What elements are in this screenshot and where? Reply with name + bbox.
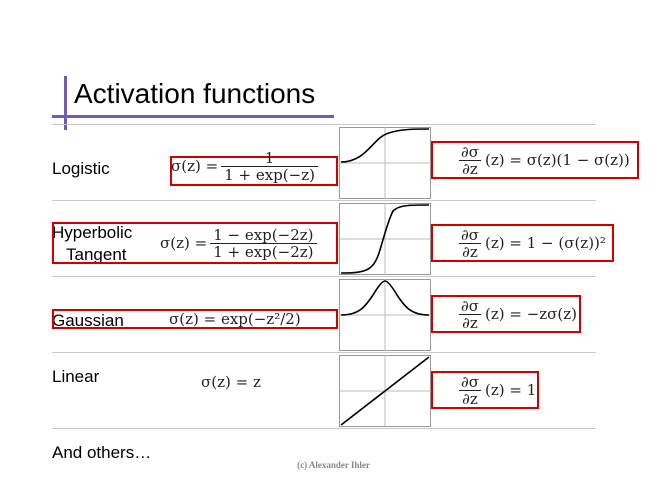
linear-derivative bbox=[455, 372, 536, 408]
fraction-numerator: 1 bbox=[264, 148, 275, 167]
formula-lhs: σ(z) = bbox=[171, 157, 219, 175]
derivative-fraction bbox=[458, 227, 482, 260]
copyright-footer: (c) Alexander Ihler bbox=[297, 460, 370, 470]
tanh-plot bbox=[339, 203, 431, 275]
derivative-numerator: ∂σ bbox=[461, 296, 479, 315]
logistic-derivative bbox=[455, 142, 630, 178]
linear-formula: σ(z) = z bbox=[201, 373, 261, 391]
derivative-denominator: ∂z bbox=[459, 390, 481, 407]
row-label-line2: Tangent bbox=[66, 245, 127, 264]
derivative-rhs: (z) = −zσ(z) bbox=[485, 305, 578, 323]
and-others-label: And others… bbox=[52, 443, 152, 462]
slide-title: Activation functions bbox=[74, 78, 316, 109]
derivative-rhs: (z) = σ(z)(1 − σ(z)) bbox=[485, 151, 630, 169]
derivative-denominator: ∂z bbox=[459, 314, 481, 331]
derivative-numerator: ∂σ bbox=[461, 372, 479, 391]
row-label-logistic: Logistic bbox=[52, 159, 110, 178]
title-accent-bar bbox=[64, 76, 67, 130]
derivative-fraction bbox=[458, 144, 482, 177]
derivative-numerator: ∂σ bbox=[461, 225, 479, 244]
logistic-plot bbox=[339, 127, 431, 199]
derivative-rhs: (z) = 1 − (σ(z))² bbox=[485, 234, 606, 252]
fraction-numerator: 1 − exp(−2z) bbox=[213, 225, 314, 244]
row-label-line1: Hyperbolic bbox=[52, 223, 133, 242]
row-divider bbox=[52, 276, 596, 277]
row-label-gaussian: Gaussian bbox=[52, 311, 124, 330]
derivative-numerator: ∂σ bbox=[461, 142, 479, 161]
fraction-denominator: 1 + exp(−z) bbox=[221, 166, 318, 183]
linear-plot bbox=[339, 355, 431, 427]
tanh-derivative bbox=[455, 225, 606, 261]
row-divider bbox=[52, 200, 596, 201]
fraction-denominator: 1 + exp(−2z) bbox=[210, 243, 316, 260]
row-divider bbox=[52, 352, 596, 353]
tanh-formula bbox=[160, 219, 320, 267]
gaussian-formula: σ(z) = exp(−z²/2) bbox=[169, 310, 301, 328]
row-label-linear: Linear bbox=[52, 367, 100, 386]
derivative-fraction bbox=[458, 374, 482, 407]
derivative-denominator: ∂z bbox=[459, 243, 481, 260]
row-divider bbox=[52, 124, 596, 125]
logistic-formula bbox=[171, 142, 321, 190]
derivative-denominator: ∂z bbox=[459, 160, 481, 177]
formula-fraction bbox=[210, 227, 316, 260]
gaussian-derivative bbox=[455, 296, 577, 332]
derivative-rhs: (z) = 1 bbox=[485, 381, 537, 399]
derivative-fraction bbox=[458, 298, 482, 331]
formula-lhs: σ(z) = bbox=[160, 234, 208, 252]
title-underline bbox=[52, 115, 334, 118]
row-divider bbox=[52, 428, 596, 429]
formula-fraction bbox=[221, 150, 318, 183]
gaussian-plot bbox=[339, 279, 431, 351]
